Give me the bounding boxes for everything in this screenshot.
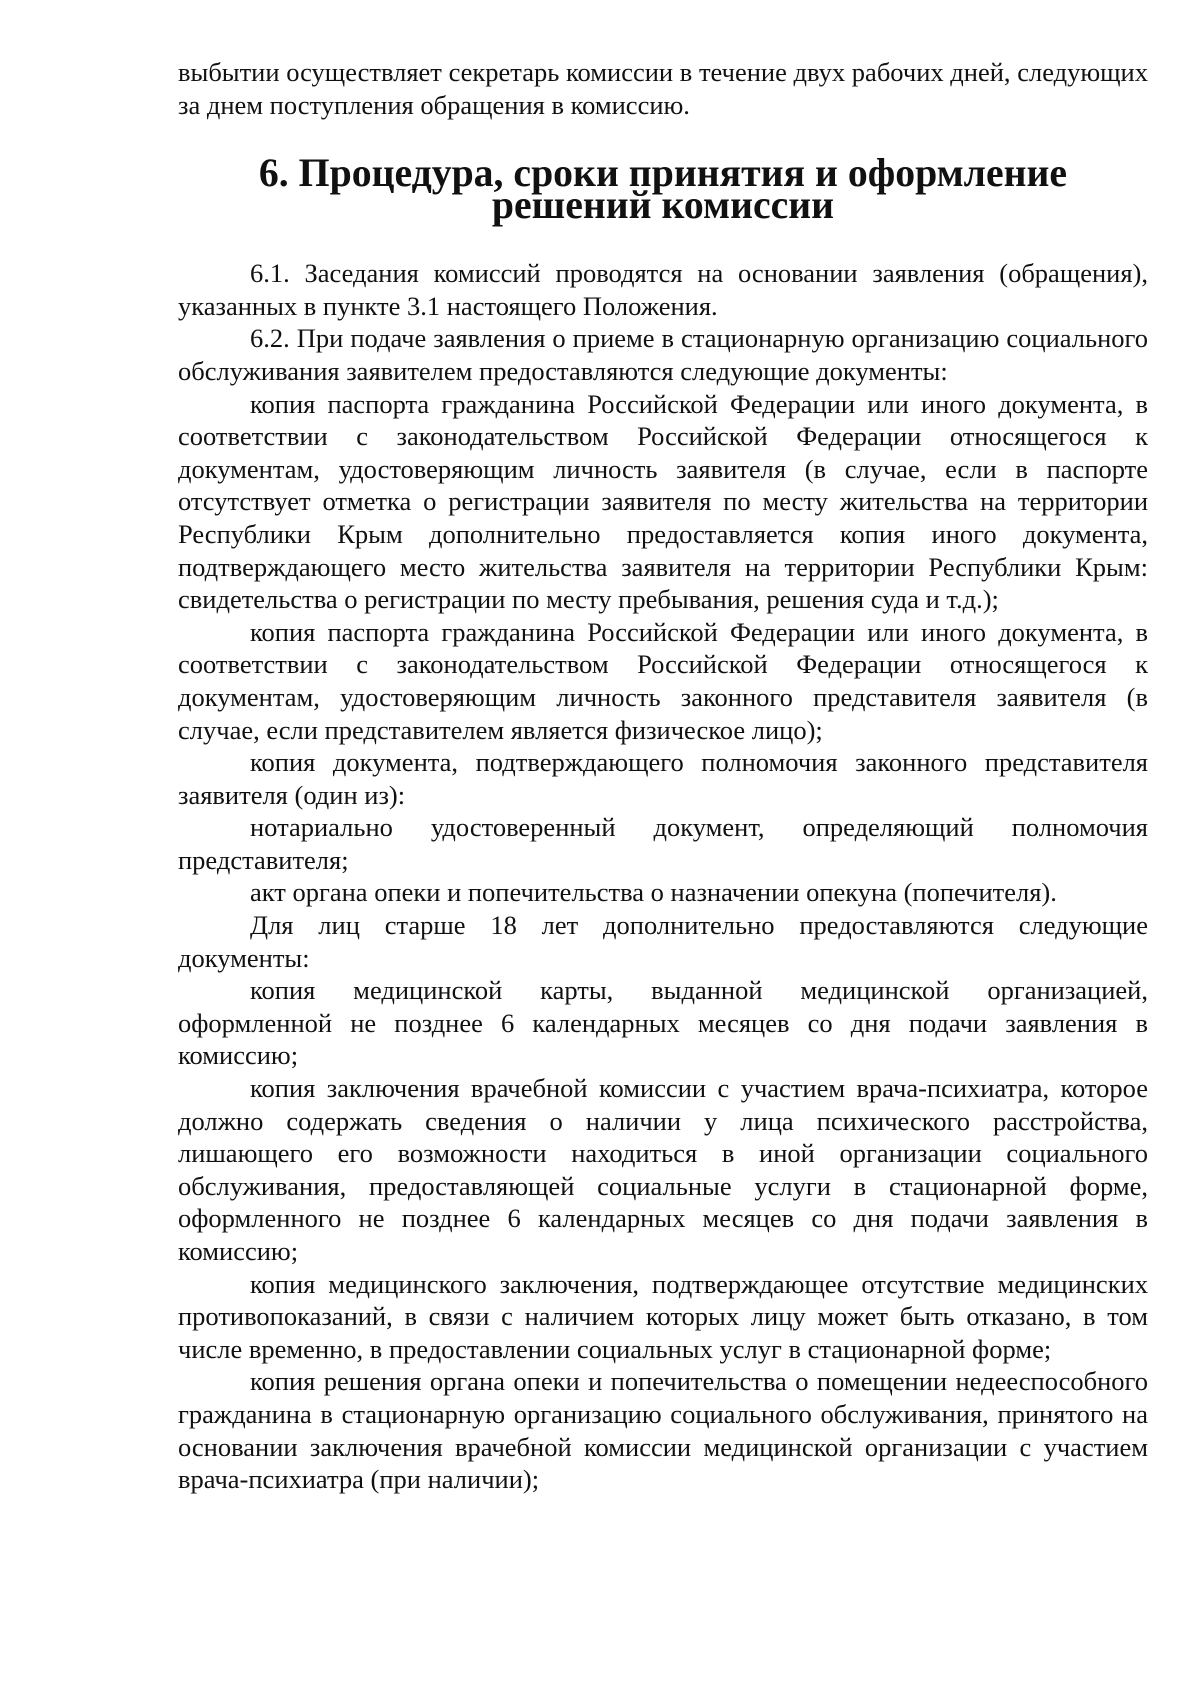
paragraph-6-1: 6.1. Заседания комиссий проводятся на основании заявления (обращения), указанных в пункте 3.1 настоящего Положения. [178,258,1148,321]
list-item: копия паспорта гражданина Российской Федерации или иного документа, в соответствии с законодательством Российской Федерации относящегося к документам, удостоверяющим личность законного представителя заявителя (в случае, если представителем является физическое лицо); [178,616,1148,745]
section-heading [178,151,1148,228]
list-item: копия решения органа опеки и попечительства о помещении недееспособного гражданина в стационарную организацию социального обслуживания, принятого на основании заключения врачебной комиссии медицинской организации с участием врача-психиатра (при наличии); [178,1366,1148,1495]
list-item: копия заключения врачебной комиссии с участием врача-психиатра, которое должно содержать сведения о наличии у лица психического расстройства, лишающего его возможности находиться в иной организации социального обслуживания, предоставляющей социальные услуги в стационарной форме, оформленного не позднее 6 календарных месяцев со дня подачи заявления в комиссию; [178,1073,1148,1266]
list-item: копия документа, подтверждающего полномочия законного представителя заявителя (один из): [178,747,1148,810]
paragraph-6-2: 6.2. При подаче заявления о приеме в стационарную организацию социального обслуживания заявителем предоставляются следующие документы: [178,323,1148,386]
document-page [178,56,1148,1496]
list-item: акт органа опеки и попечительства о назначении опекуна (попечителя). [250,877,1057,908]
list-item: копия медицинского заключения, подтверждающее отсутствие медицинских противопоказаний, в связи с наличием которых лицу может быть отказано, в том числе временно, в предоставлении социальных услуг в стационарной форме; [178,1268,1148,1364]
list-intro: Для лиц старше 18 лет дополнительно предоставляются следующие документы: [178,910,1148,973]
section-heading-line-1: 6. Процедура, сроки принятия и оформление [258,151,1068,196]
list-item: копия медицинской карты, выданной медицинской организацией, оформленной не позднее 6 календарных месяцев со дня подачи заявления в комиссию; [178,975,1148,1071]
section-heading-line-2: решений комиссии [491,183,835,228]
list-item: копия паспорта гражданина Российской Федерации или иного документа, в соответствии с законодательством Российской Федерации относящегося к документам, удостоверяющим личность заявителя (в случае, если в паспорте отсутствует отметка о регистрации заявителя по месту жительства на территории Республики Крым дополнительно предоставляется копия иного документа, подтверждающего место жительства заявителя на территории Республики Крым: свидетельства о регистрации по месту пребывания, решения суда и т.д.); [178,388,1148,615]
intro-paragraph: выбытии осуществляет секретарь комиссии в течение двух рабочих дней, следующих за днем поступления обращения в комиссию. [178,57,1148,120]
list-item: нотариально удостоверенный документ, определяющий полномочия представителя; [178,812,1148,875]
